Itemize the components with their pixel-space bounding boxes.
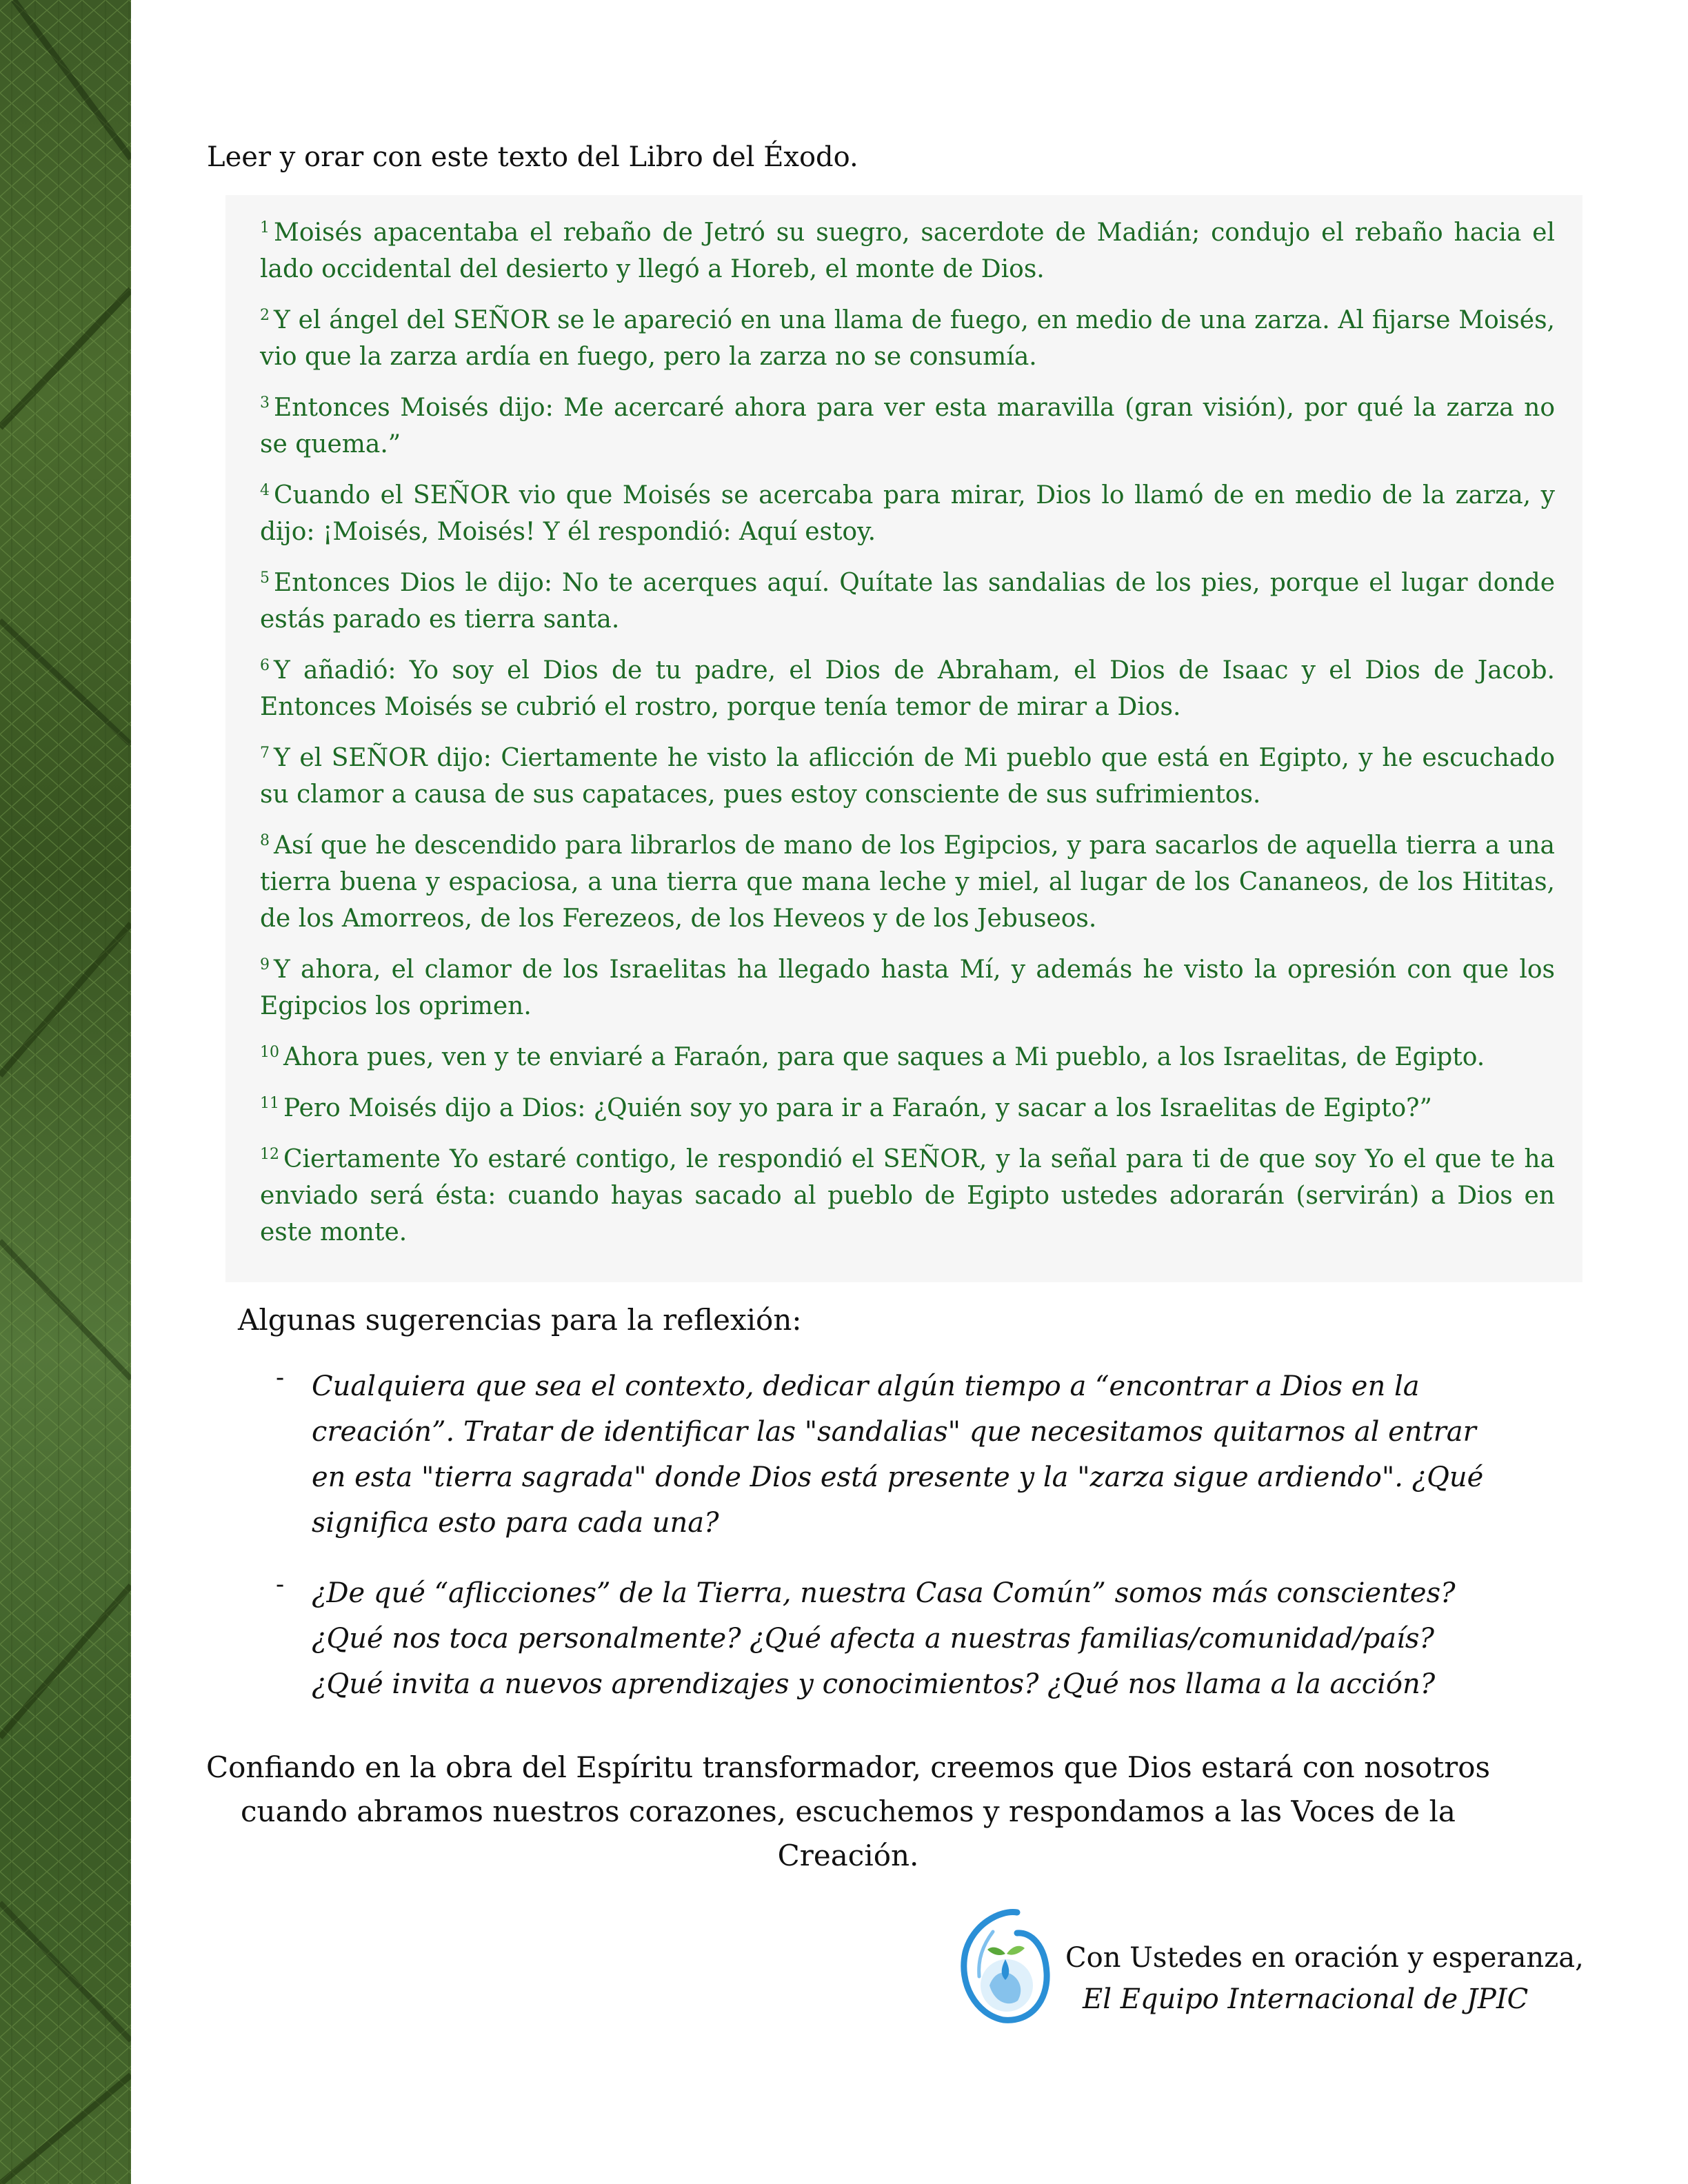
reflection-heading: Algunas sugerencias para la reflexión: — [238, 1303, 802, 1337]
signature-block — [1065, 1937, 1584, 2020]
verse-number: 3 — [260, 394, 270, 412]
leaf-texture-graphic — [0, 0, 131, 2184]
verse-number: 9 — [260, 956, 270, 973]
jpic-earth-logo — [952, 1904, 1055, 2028]
verse-4 — [260, 477, 1555, 550]
suggestion-text: Cualquiera que sea el contexto, dedicar algún tiempo a “encontrar a Dios en la creación”. Tratar de identificar las "sandalias" que necesitamos quitarnos al entrar en esta "tierra sagrada" donde Dios está presente y la "zarza sigue ardiendo". ¿Qué significa esto para cada una? — [312, 1371, 1484, 1539]
verse-text: Entonces Moisés dijo: Me acercaré ahora para ver esta maravilla (gran visión), por qué la zarza no se quema.” — [260, 394, 1555, 458]
verse-2 — [260, 302, 1555, 375]
verse-text: Y el ángel del SEÑOR se le apareció en una llama de fuego, en medio de una zarza. Al fijarse Moisés, vio que la zarza ardía en fuego, pero la zarza no se consumía. — [260, 306, 1555, 371]
verse-9 — [260, 951, 1555, 1024]
verse-12 — [260, 1141, 1555, 1251]
closing-paragraph: Confiando en la obra del Espíritu transformador, creemos que Dios estará con nosotros cuando abramos nuestros corazones, escuchemos y respondamos a las Voces de la Creación. — [205, 1750, 1491, 1872]
verse-number: 10 — [260, 1044, 279, 1061]
scripture-passage — [225, 195, 1582, 1282]
verse-text: Y añadió: Yo soy el Dios de tu padre, el Dios de Abraham, el Dios de Isaac y el Dios de Jacob. Entonces Moisés se cubrió el rostro, porque tenía temor de mirar a Dios. — [260, 656, 1555, 721]
dash-bullet: - — [276, 1570, 285, 1599]
verse-text: Cuando el SEÑOR vio que Moisés se acercaba para mirar, Dios lo llamó de en medio de la zarza, y dijo: ¡Moisés, Moisés! Y él respondió: Aquí estoy. — [260, 481, 1555, 546]
verse-text: Moisés apacentaba el rebaño de Jetró su suegro, sacerdote de Madián; condujo el rebaño hacia el lado occidental del desierto y llegó a Horeb, el monte de Dios. — [260, 219, 1555, 283]
suggestion-item — [276, 1364, 1510, 1546]
verse-7 — [260, 740, 1555, 813]
verse-text: Ciertamente Yo estaré contigo, le respondió el SEÑOR, y la señal para ti de que soy Yo el que te ha enviado será ésta: cuando hayas sacado al pueblo de Egipto ustedes adorarán (servirán) a Dios en este monte. — [260, 1145, 1555, 1246]
verse-text: Y ahora, el clamor de los Israelitas ha llegado hasta Mí, y además he visto la opresión con que los Egipcios los oprimen. — [260, 956, 1555, 1020]
verse-number: 7 — [260, 745, 270, 762]
verse-11 — [260, 1090, 1555, 1126]
suggestion-text: ¿De qué “aflicciones” de la Tierra, nuestra Casa Común” somos más conscientes? ¿Qué nos toca personalmente? ¿Qué afecta a nuestras familias/comunidad/país? ¿Qué invita a nuevos aprendizajes y conocimientos? ¿Qué nos llama a la acción? — [312, 1577, 1456, 1700]
verse-number: 4 — [260, 482, 270, 499]
verse-1 — [260, 214, 1555, 287]
verse-number: 8 — [260, 832, 270, 849]
verse-text: Así que he descendido para librarlos de mano de los Egipcios, y para sacarlos de aquella tierra a una tierra buena y espaciosa, a una tierra que mana leche y miel, al lugar de los Cananeos, de los Hititas, de los Amorreos, de los Ferezeos, de los Heveos y de los Jebuseos. — [260, 831, 1555, 933]
verse-number: 2 — [260, 307, 270, 324]
verse-number: 1 — [260, 219, 270, 236]
verse-text: Pero Moisés dijo a Dios: ¿Quién soy yo para ir a Faraón, y sacar a los Israelitas de Egipto?” — [283, 1094, 1432, 1122]
dash-bullet: - — [276, 1364, 285, 1392]
verse-3 — [260, 390, 1555, 463]
verse-number: 6 — [260, 657, 270, 674]
verse-number: 5 — [260, 569, 270, 587]
reflection-suggestions-list — [276, 1364, 1510, 1732]
signature-line: Con Ustedes en oración y esperanza, — [1065, 1942, 1584, 1974]
verse-number: 11 — [260, 1095, 279, 1112]
verse-text: Y el SEÑOR dijo: Ciertamente he visto la aflicción de Mi pueblo que está en Egipto, y he escuchado su clamor a causa de sus capataces, pues estoy consciente de sus sufrimientos. — [260, 744, 1555, 809]
intro-text: Leer y orar con este texto del Libro del Éxodo. — [207, 141, 858, 173]
verse-number: 12 — [260, 1146, 279, 1163]
team-name: El Equipo Internacional de JPIC — [1083, 1983, 1529, 2015]
suggestion-item — [276, 1570, 1510, 1707]
verse-text: Entonces Dios le dijo: No te acerques aquí. Quítate las sandalias de los pies, porque el lugar donde estás parado es tierra santa. — [260, 569, 1555, 634]
verse-10 — [260, 1039, 1555, 1075]
verse-6 — [260, 652, 1555, 725]
verse-5 — [260, 565, 1555, 638]
verse-8 — [260, 827, 1555, 937]
verse-text: Ahora pues, ven y te enviaré a Faraón, para que saques a Mi pueblo, a los Israelitas, de Egipto. — [283, 1043, 1485, 1071]
leaf-background-strip — [0, 0, 131, 2184]
